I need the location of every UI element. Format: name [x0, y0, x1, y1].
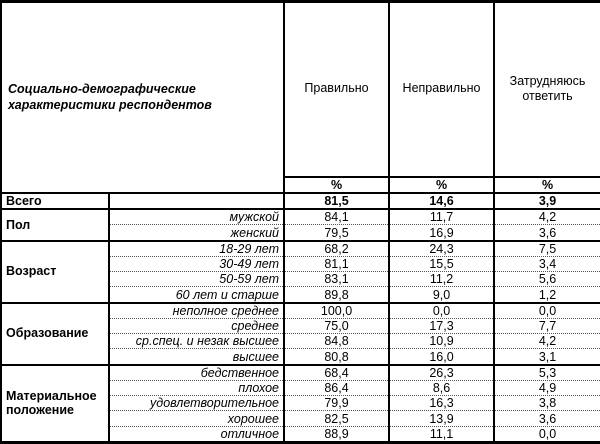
- value-cell: 16,9: [389, 225, 494, 241]
- row-sublabel: отличное: [109, 426, 284, 442]
- row-sublabel: бедственное: [109, 365, 284, 381]
- value-cell: 0,0: [494, 426, 600, 442]
- table-row: [1, 209, 600, 225]
- column-header-undecided: Затрудняюсь ответить: [494, 2, 600, 177]
- value-cell: 88,9: [284, 426, 389, 442]
- value-cell: 89,8: [284, 287, 389, 303]
- value-cell: 11,2: [389, 272, 494, 287]
- value-cell: 3,6: [494, 411, 600, 426]
- row-sublabel: хорошее: [109, 411, 284, 426]
- row-sublabel: 18-29 лет: [109, 241, 284, 257]
- value-cell: 82,5: [284, 411, 389, 426]
- value-cell: 16,3: [389, 396, 494, 411]
- value-cell: 9,0: [389, 287, 494, 303]
- group-label-education: Образование: [1, 303, 109, 365]
- value-cell: 75,0: [284, 318, 389, 333]
- value-cell: 3,6: [494, 225, 600, 241]
- value-cell: 15,5: [389, 256, 494, 271]
- group-label-age: Возраст: [1, 241, 109, 303]
- value-cell: 10,9: [389, 334, 494, 349]
- value-cell: 79,9: [284, 396, 389, 411]
- value-cell: 3,9: [494, 193, 600, 210]
- row-sublabel: 50-59 лет: [109, 272, 284, 287]
- value-cell: 5,6: [494, 272, 600, 287]
- group-label-gender: Пол: [1, 209, 109, 241]
- value-cell: 0,0: [389, 303, 494, 319]
- value-cell: 17,3: [389, 318, 494, 333]
- value-cell: 14,6: [389, 193, 494, 210]
- value-cell: 5,3: [494, 365, 600, 381]
- value-cell: 1,2: [494, 287, 600, 303]
- row-sublabel: 30-49 лет: [109, 256, 284, 271]
- value-cell: 3,1: [494, 349, 600, 365]
- row-sublabel: неполное среднее: [109, 303, 284, 319]
- row-sublabel: удовлетворительное: [109, 396, 284, 411]
- value-cell: 3,8: [494, 396, 600, 411]
- value-cell: 11,1: [389, 426, 494, 442]
- value-cell: 7,7: [494, 318, 600, 333]
- row-sublabel: женский: [109, 225, 284, 241]
- row-sublabel: плохое: [109, 380, 284, 395]
- value-cell: 4,2: [494, 209, 600, 225]
- unit-cell: %: [389, 177, 494, 193]
- value-cell: 80,8: [284, 349, 389, 365]
- value-cell: 26,3: [389, 365, 494, 381]
- value-cell: 16,0: [389, 349, 494, 365]
- table-row: [1, 303, 600, 319]
- value-cell: 0,0: [494, 303, 600, 319]
- value-cell: 100,0: [284, 303, 389, 319]
- column-header-incorrect: Неправильно: [389, 2, 494, 177]
- table-row: [1, 241, 600, 257]
- value-cell: 81,1: [284, 256, 389, 271]
- value-cell: 86,4: [284, 380, 389, 395]
- value-cell: 24,3: [389, 241, 494, 257]
- value-cell: 3,4: [494, 256, 600, 271]
- group-label-material-status: Материальное положение: [1, 365, 109, 443]
- value-cell: 11,7: [389, 209, 494, 225]
- column-header-correct: Правильно: [284, 2, 389, 177]
- value-cell: 84,1: [284, 209, 389, 225]
- table-row-total: [1, 193, 600, 210]
- table-row: [1, 365, 600, 381]
- header-row: [1, 2, 600, 177]
- row-sublabel: высшее: [109, 349, 284, 365]
- unit-cell: %: [284, 177, 389, 193]
- value-cell: 83,1: [284, 272, 389, 287]
- value-cell: 13,9: [389, 411, 494, 426]
- row-sublabel: мужской: [109, 209, 284, 225]
- value-cell: 4,9: [494, 380, 600, 395]
- corner-header: Социально-демографические характеристики респондентов: [1, 2, 284, 193]
- value-cell: 84,8: [284, 334, 389, 349]
- value-cell: 7,5: [494, 241, 600, 257]
- row-sublabel: 60 лет и старше: [109, 287, 284, 303]
- row-label-total: Всего: [1, 193, 109, 210]
- row-sublabel: ср.спец. и незак высшее: [109, 334, 284, 349]
- value-cell: 81,5: [284, 193, 389, 210]
- row-sublabel: среднее: [109, 318, 284, 333]
- value-cell: 68,2: [284, 241, 389, 257]
- value-cell: 8,6: [389, 380, 494, 395]
- unit-cell: %: [494, 177, 600, 193]
- value-cell: 4,2: [494, 334, 600, 349]
- value-cell: 68,4: [284, 365, 389, 381]
- row-sublabel-empty: [109, 193, 284, 210]
- value-cell: 79,5: [284, 225, 389, 241]
